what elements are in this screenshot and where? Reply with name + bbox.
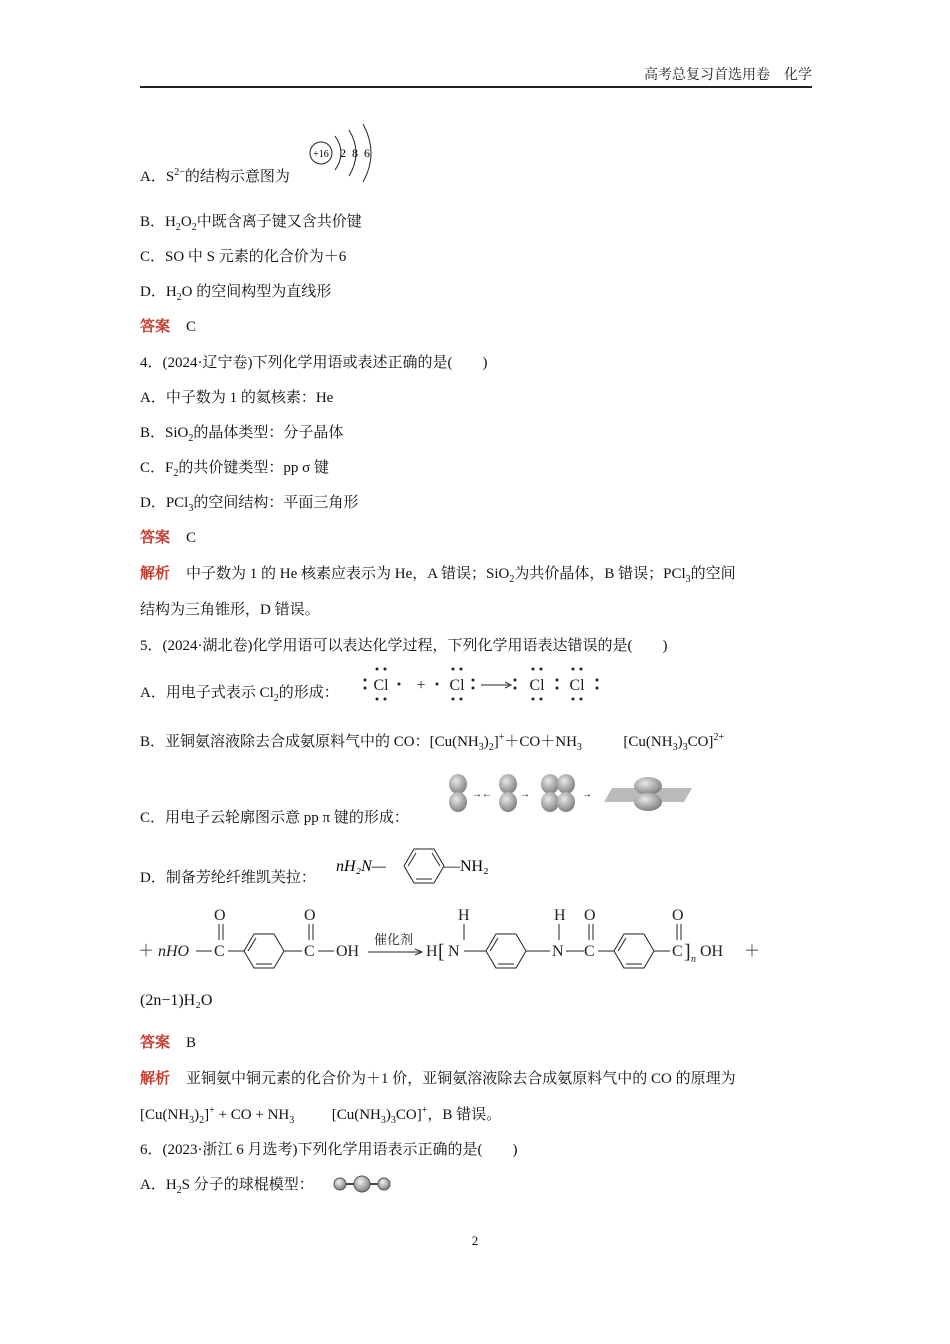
h-atom-1 [334, 1178, 346, 1190]
q4-analysis-line2: 结构为三角锥形，D 错误。 [140, 602, 320, 618]
answer-label: 答案 [140, 530, 171, 546]
q5-option-a: A．用电子式表示 $Cl_2$的形成： [140, 685, 339, 704]
shell-count-3: 6 [364, 146, 370, 160]
diamine-reagent [332, 845, 502, 887]
svg-text:nH₂N—: nH₂N— [336, 858, 387, 875]
orbital-1 [449, 774, 467, 812]
q4-option-c: C．$F_2$的共价键类型：pp σ 键 [140, 460, 329, 479]
q4-answer: 答案 C [140, 530, 197, 546]
orbital-2 [499, 774, 517, 812]
s-atom [354, 1176, 370, 1192]
page-number: 2 [471, 1233, 479, 1248]
header-title: 高考总复习首选用卷 化学 [644, 68, 812, 83]
q3-option-c: C．SO 中 S 元素的化合价为＋6 [140, 249, 347, 265]
pi-bond [604, 777, 692, 811]
svg-text:C: C [304, 943, 315, 960]
analysis-label: 解析 [140, 1071, 171, 1087]
q6-stem: 6．(2023·浙江 6 月选考)下列化学用语表示正确的是( ) [140, 1142, 518, 1158]
q4-option-b: B．SiO$_2$的晶体类型：分子晶体 [140, 425, 344, 444]
q5-analysis-line2: $[Cu(NH_3)_2]^+$ + CO + $NH_3$ $[Cu(NH_3)_3CO]^+$，B 错误。 [140, 1105, 502, 1126]
svg-text:[: [ [438, 941, 445, 963]
cl-atom-4: Cl [569, 677, 585, 694]
svg-text:O: O [304, 907, 316, 924]
svg-text:＋: ＋ [744, 943, 761, 960]
h2s-ball-stick-model [330, 1172, 394, 1196]
cl-atom-2: Cl [449, 677, 465, 694]
h-atom-2 [378, 1178, 390, 1190]
q5-analysis-line1: 解析 亚铜氨中铜元素的化合价为＋1 价，亚铜氨溶液除去合成氨原料气中的 CO 的原理为 [140, 1071, 736, 1087]
svg-text:n: n [691, 954, 696, 965]
q3-option-b: B．$H_2O_2$中既含离子键又含共价键 [140, 214, 362, 233]
q4-stem: 4．(2024·辽宁卷)下列化学用语或表述正确的是( ) [140, 355, 488, 371]
svg-text:C: C [672, 943, 683, 960]
cl-atom-3: Cl [529, 677, 545, 694]
nucleus-charge: +16 [313, 149, 329, 160]
analysis-label: 解析 [140, 566, 171, 582]
cl-atom-1: Cl [373, 677, 389, 694]
svg-text:H: H [554, 907, 566, 924]
q3-answer: 答案 C [140, 319, 197, 335]
kevlar-reaction-scheme [138, 900, 778, 980]
orbital-overlap [541, 774, 575, 812]
page-header [140, 64, 812, 88]
svg-text:O: O [214, 907, 226, 924]
cl2-electron-dot-diagram [355, 664, 615, 704]
q5-option-b: B．亚铜氨溶液除去合成氨原料气中的 CO：$[Cu(NH_3)_2]^++CO+NH_3$ $[Cu(NH_3)_3CO]^{2+}$ [140, 732, 725, 753]
answer-label: 答案 [140, 319, 171, 335]
svg-text:C: C [584, 943, 595, 960]
svg-text:＋: ＋ [138, 943, 155, 960]
answer-label: 答案 [140, 1035, 171, 1051]
svg-text:O: O [584, 907, 596, 924]
svg-text:—NH₂: —NH₂ [444, 858, 489, 875]
svg-text:N: N [448, 943, 460, 960]
svg-text:→: → [582, 789, 592, 800]
svg-text:H: H [426, 943, 438, 960]
svg-text:→←: →← [472, 789, 492, 800]
plus-sign: + [416, 677, 426, 694]
svg-text:]: ] [684, 941, 691, 963]
q4-option-a: A．中子数为 1 的氦核素：He [140, 390, 334, 406]
q4-analysis-line1: 解析 中子数为 1 的 He 核素应表示为 He，A 错误；SiO$_2$为共价晶体，B 错误；PCl$_3$的空间 [140, 566, 736, 585]
svg-text:H: H [458, 907, 470, 924]
svg-text:C: C [214, 943, 225, 960]
svg-text:OH: OH [700, 943, 724, 960]
q3-option-a: A．$S^{2-}$的结构示意图为 [140, 167, 290, 185]
q5-byproduct: (2n−1)H₂O [140, 992, 213, 1009]
q6-option-a: A．$H_2S$ 分子的球棍模型： [140, 1177, 314, 1196]
shell-count-1: 2 [340, 146, 346, 160]
svg-text:O: O [672, 907, 684, 924]
svg-text:N: N [552, 943, 564, 960]
q5-option-d: D．制备芳纶纤维凯芙拉： [140, 870, 316, 886]
q5-option-c: C．用电子云轮廓图示意 pp π 键的形成： [140, 810, 409, 826]
q4-option-d: D．PCl$_3$的空间结构：平面三角形 [140, 495, 359, 514]
svg-text:催化剂: 催化剂 [374, 932, 414, 947]
shell-count-2: 8 [352, 146, 358, 160]
q5-stem: 5．(2024·湖北卷)化学用语可以表达化学过程，下列化学用语表达错误的是( ) [140, 638, 668, 654]
q5-answer: 答案 B [140, 1035, 197, 1051]
q3-option-d: D．$H_2O$ 的空间构型为直线形 [140, 284, 332, 303]
atom-structure-diagram [305, 118, 385, 186]
svg-text:OH: OH [336, 943, 360, 960]
svg-text:nHO: nHO [158, 943, 190, 960]
p-orbital-diagram [444, 772, 694, 814]
svg-text:→: → [520, 789, 530, 800]
